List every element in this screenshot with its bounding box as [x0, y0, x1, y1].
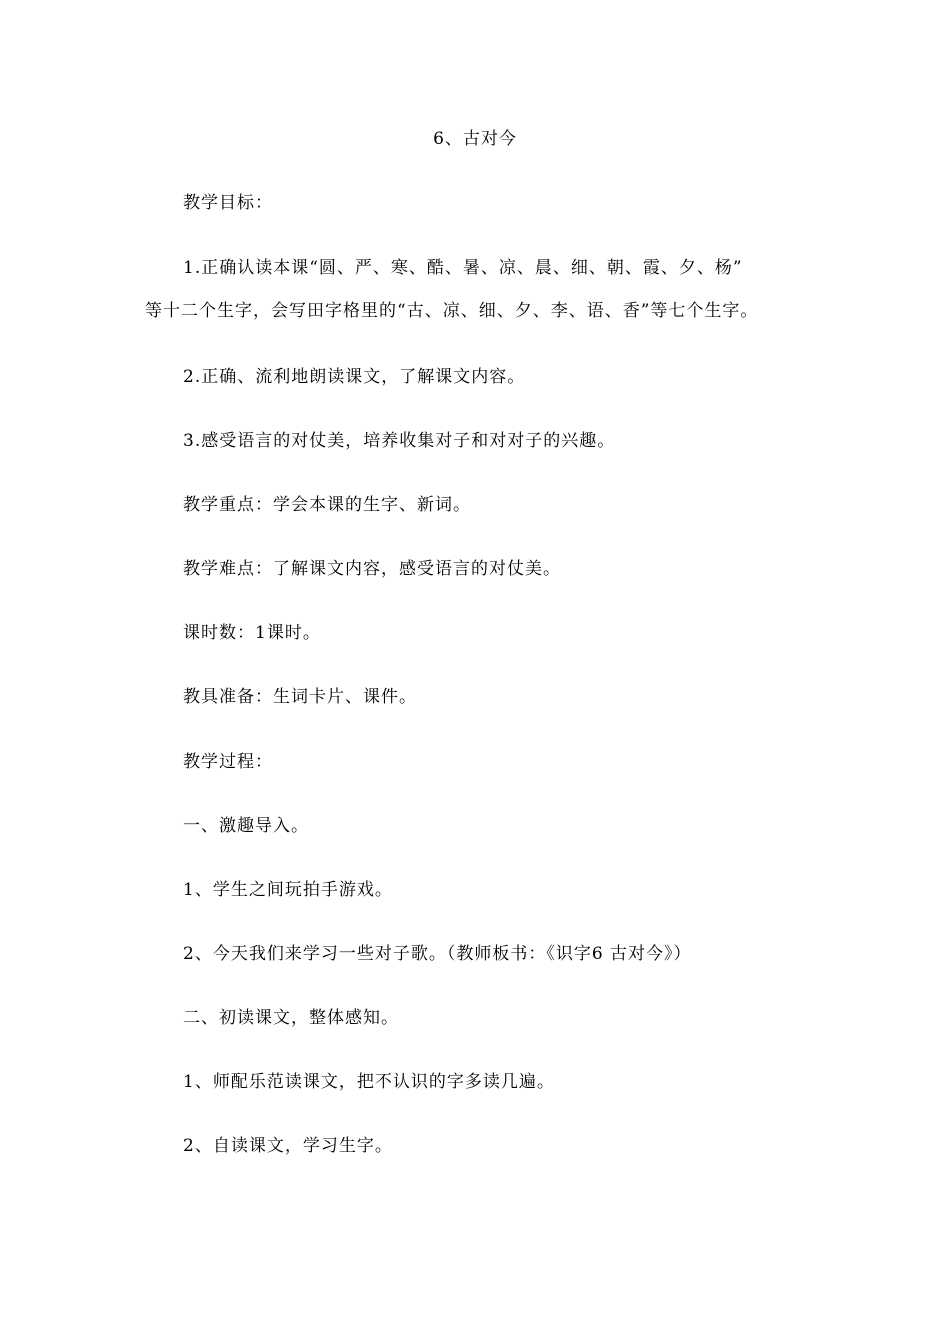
objective-2: 2.正确、流利地朗读课文，了解课文内容。: [183, 367, 526, 387]
periods: 课时数：1课时。: [183, 623, 321, 643]
objective-1-line-2: 等十二个生字，会写田字格里的“古、凉、细、夕、李、语、香”等七个生字。: [145, 301, 759, 321]
objective-1-line-1: 1.正确认读本课“圆、严、寒、酷、暑、凉、晨、细、朝、霞、夕、杨”: [183, 258, 743, 278]
process-heading: 教学过程：: [183, 752, 273, 772]
key-point: 教学重点：学会本课的生字、新词。: [183, 495, 471, 515]
step-2-heading: 二、初读课文，整体感知。: [183, 1008, 399, 1028]
step-2-item-2: 2、自读课文，学习生字。: [183, 1136, 393, 1156]
materials: 教具准备：生词卡片、课件。: [183, 687, 417, 707]
step-1-item-2: 2、今天我们来学习一些对子歌。（教师板书：《识字6 古对今》）: [183, 944, 692, 964]
objective-3: 3.感受语言的对仗美，培养收集对子和对对子的兴趣。: [183, 431, 616, 451]
objectives-heading: 教学目标：: [183, 193, 273, 213]
difficulty: 教学难点：了解课文内容，感受语言的对仗美。: [183, 559, 561, 579]
step-1-heading: 一、激趣导入。: [183, 816, 309, 836]
step-1-item-1: 1、学生之间玩拍手游戏。: [183, 880, 393, 900]
document-title: 6、古对今: [433, 129, 517, 149]
step-2-item-1: 1、师配乐范读课文，把不认识的字多读几遍。: [183, 1072, 555, 1092]
